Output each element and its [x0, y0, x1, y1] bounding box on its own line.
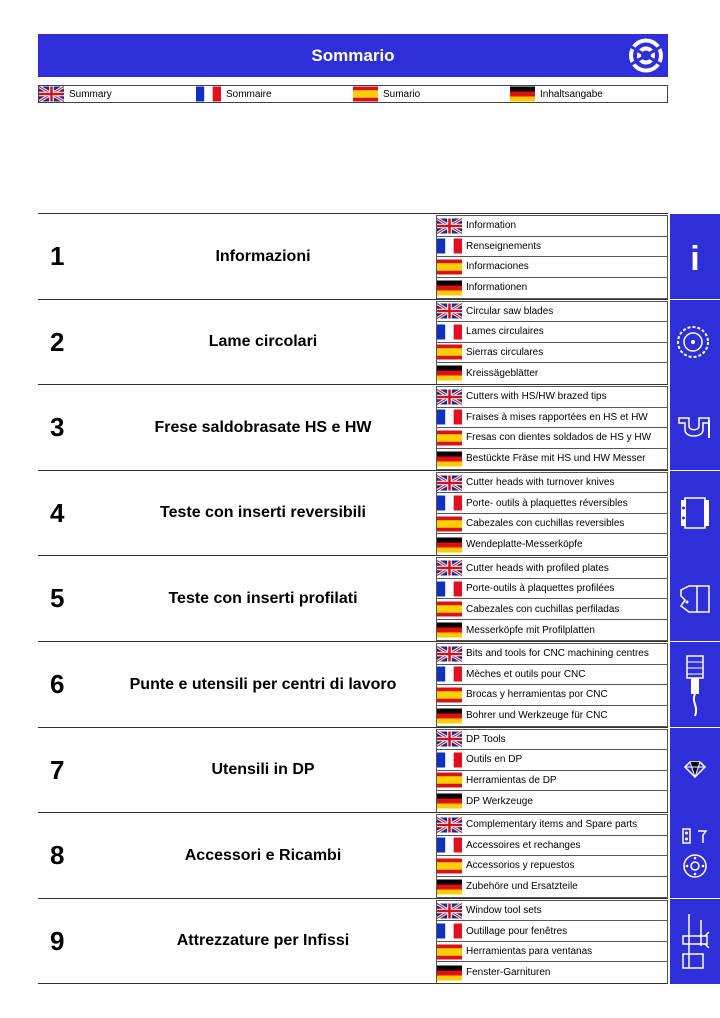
section-item-fr[interactable] [437, 750, 667, 771]
section-item-fr[interactable] [437, 836, 667, 857]
section-item-label: Bestückte Fräse mit HS und HW Messer [466, 453, 646, 465]
side-tab-2[interactable] [670, 300, 720, 385]
section-item-label: Bohrer und Werkzeuge für CNC [466, 710, 608, 722]
section-item-label: DP Tools [466, 733, 506, 745]
section-item-de[interactable] [437, 449, 667, 470]
section-2 [38, 299, 668, 385]
uk-flag-icon [437, 730, 462, 748]
page-title: Sommario [311, 45, 395, 65]
section-item-label: Informaciones [466, 261, 529, 273]
section-title[interactable]: Punte e utensili per centri di lavoro [129, 675, 397, 693]
section-item-label: Herramientas para ventanas [466, 946, 593, 958]
es-flag-icon [437, 343, 462, 361]
de-flag-icon [437, 536, 462, 554]
lang-label: Summary [69, 88, 112, 100]
side-tab-1[interactable] [670, 214, 720, 299]
section-8 [38, 812, 668, 898]
section-item-label: Outillage pour fenêtres [466, 925, 568, 937]
section-item-label: Messerköpfe mit Profilplatten [466, 624, 595, 636]
lang-label: Sumario [383, 88, 421, 100]
section-item-label: Porte- outils à plaquettes réversibles [466, 497, 628, 509]
fr-flag-icon [437, 408, 462, 426]
section-item-de[interactable] [437, 791, 667, 812]
de-flag-icon [437, 792, 462, 810]
section-number: 9 [50, 925, 65, 956]
fr-flag-icon [437, 751, 462, 769]
section-item-label: Window tool sets [466, 905, 542, 917]
es-flag-icon [437, 943, 462, 961]
section-item-label: Lames circulaires [466, 326, 544, 338]
section-number: 1 [50, 241, 65, 271]
fr-flag-icon [437, 922, 462, 940]
section-item-de[interactable] [437, 962, 667, 983]
section-item-es[interactable] [437, 771, 667, 792]
section-number: 8 [50, 840, 65, 871]
section-item-es[interactable] [437, 856, 667, 877]
lang-summary-fr [196, 86, 353, 102]
de-flag-icon [437, 707, 462, 725]
reversible-head-icon [675, 478, 715, 548]
cnc-bit-icon [675, 650, 715, 720]
section-item-es[interactable] [437, 942, 667, 963]
profiled-head-icon [675, 564, 715, 634]
section-item-fr[interactable] [437, 408, 667, 429]
svg-text:i: i [690, 239, 700, 278]
section-item-label: Porte-outils à plaquettes profilées [466, 583, 615, 595]
de-flag-icon [437, 364, 462, 382]
section-item-label: Sierras circulares [466, 346, 544, 358]
es-flag-icon [437, 515, 462, 533]
section-item-label: Fenster-Garnituren [466, 967, 551, 979]
section-title[interactable]: Accessori e Ricambi [184, 846, 342, 864]
es-flag-icon [437, 686, 462, 704]
side-tab-7[interactable] [670, 728, 720, 813]
section-item-label: Outils en DP [466, 754, 523, 766]
section-7 [38, 727, 668, 813]
de-flag-icon [437, 964, 462, 982]
es-flag-icon [437, 258, 462, 276]
window-tools-icon [675, 906, 715, 976]
accessories-icon [675, 821, 715, 891]
section-item-label: Herramientas de DP [466, 774, 557, 786]
section-item-label: Complementary items and Spare parts [466, 819, 638, 831]
section-item-label: Zubehöre und Ersatzteile [466, 881, 578, 893]
section-item-label: Cutters with HS/HW brazed tips [466, 391, 607, 403]
section-translations [436, 900, 668, 984]
uk-flag-icon [437, 816, 462, 834]
side-tab-8[interactable] [670, 813, 720, 898]
language-bar [38, 85, 668, 103]
section-5 [38, 555, 668, 641]
section-item-es[interactable] [437, 257, 667, 278]
section-item-label: Brocas y herramientas por CNC [466, 689, 608, 701]
section-item-label: Accessorios y repuestos [466, 860, 575, 872]
page-header [38, 34, 668, 77]
side-tab-5[interactable] [670, 556, 720, 641]
uk-flag-icon [39, 86, 64, 102]
section-item-fr[interactable] [437, 665, 667, 686]
uk-flag-icon [437, 902, 462, 920]
section-item-fr[interactable] [437, 322, 667, 343]
section-item-de[interactable] [437, 534, 667, 555]
fr-flag-icon [196, 86, 221, 102]
section-item-uk[interactable] [437, 644, 667, 665]
section-item-es[interactable] [437, 514, 667, 535]
section-item-label: Accessoires et rechanges [466, 839, 581, 851]
section-item-uk[interactable] [437, 387, 667, 408]
section-item-es[interactable] [437, 428, 667, 449]
es-flag-icon [353, 86, 378, 102]
fr-flag-icon [437, 665, 462, 683]
section-item-label: Cabezales con cuchillas reversibles [466, 518, 625, 530]
info-icon [675, 222, 715, 292]
brazed-cutter-icon [675, 393, 715, 463]
section-item-uk[interactable] [437, 216, 667, 237]
section-item-label: DP Werkzeuge [466, 795, 533, 807]
section-item-label: Information [466, 220, 517, 232]
section-item-label: Cutter heads with profiled plates [466, 562, 609, 574]
section-translations [436, 643, 668, 727]
lang-label: Inhaltsangabe [540, 88, 603, 100]
diamond-icon [675, 735, 715, 805]
section-1 [38, 213, 668, 299]
section-translations [436, 729, 668, 813]
section-item-label: Kreissägeblätter [466, 367, 539, 379]
lang-label: Sommaire [226, 88, 272, 100]
lang-summary-en [39, 86, 196, 102]
section-item-label: Renseignements [466, 240, 542, 252]
de-flag-icon [437, 621, 462, 639]
uk-flag-icon [437, 645, 462, 663]
section-6 [38, 641, 668, 727]
section-translations [436, 557, 668, 641]
side-tab-3[interactable] [670, 385, 720, 470]
uk-flag-icon [437, 474, 462, 492]
section-item-uk[interactable] [437, 901, 667, 922]
fr-flag-icon [437, 237, 462, 255]
side-tab-6[interactable] [670, 642, 720, 727]
section-item-de[interactable] [437, 620, 667, 641]
section-item-label: Wendeplatte-Messerköpfe [466, 539, 583, 551]
section-translations [436, 301, 668, 385]
section-item-uk[interactable] [437, 815, 667, 836]
section-number: 5 [50, 583, 65, 614]
section-item-de[interactable] [437, 706, 667, 727]
section-item-fr[interactable] [437, 493, 667, 514]
section-number: 6 [50, 669, 65, 699]
section-item-de[interactable] [437, 363, 667, 384]
company-logo-icon [624, 34, 668, 77]
section-item-uk[interactable] [437, 302, 667, 323]
section-translations [436, 215, 668, 299]
section-item-uk[interactable] [437, 558, 667, 579]
section-translations [436, 386, 668, 470]
de-flag-icon [437, 279, 462, 297]
section-number: 3 [50, 412, 65, 443]
es-flag-icon [437, 857, 462, 875]
uk-flag-icon [437, 217, 462, 235]
de-flag-icon [437, 450, 462, 468]
divider [38, 983, 668, 984]
section-9 [38, 898, 668, 984]
fr-flag-icon [437, 836, 462, 854]
section-title[interactable]: Attrezzature per Infissi [176, 932, 350, 950]
section-item-fr[interactable] [437, 921, 667, 942]
section-item-label: Circular saw blades [466, 305, 554, 317]
section-item-label: Cabezales con cuchillas perfiladas [466, 603, 620, 615]
saw-blade-icon [675, 307, 715, 377]
section-item-label: Informationen [466, 282, 528, 294]
lang-summary-de [510, 86, 667, 102]
section-translations [436, 814, 668, 898]
section-title[interactable]: Lame circolari [208, 333, 318, 351]
es-flag-icon [437, 600, 462, 618]
side-tab-9[interactable] [670, 899, 720, 984]
section-item-de[interactable] [437, 877, 667, 898]
section-title[interactable]: Teste con inserti reversibili [159, 504, 366, 522]
section-item-label: Cutter heads with turnover knives [466, 477, 615, 489]
section-translations [436, 472, 668, 556]
de-flag-icon [437, 878, 462, 896]
section-item-es[interactable] [437, 599, 667, 620]
section-title[interactable]: Teste con inserti profilati [168, 589, 358, 607]
fr-flag-icon [437, 323, 462, 341]
section-3 [38, 384, 668, 470]
section-4 [38, 470, 668, 556]
uk-flag-icon [437, 388, 462, 406]
section-number: 7 [50, 754, 65, 785]
section-item-label: Mèches et outils pour CNC [466, 668, 586, 680]
de-flag-icon [510, 86, 535, 102]
fr-flag-icon [437, 580, 462, 598]
section-item-uk[interactable] [437, 473, 667, 494]
side-tab-4[interactable] [670, 471, 720, 556]
uk-flag-icon [437, 559, 462, 577]
section-item-es[interactable] [437, 343, 667, 364]
section-title[interactable]: Utensili in DP [211, 761, 315, 779]
section-title[interactable]: Informazioni [215, 247, 311, 265]
section-item-de[interactable] [437, 278, 667, 299]
section-item-label: Bits and tools for CNC machining centres [466, 648, 649, 660]
lang-summary-es [353, 86, 510, 102]
es-flag-icon [437, 429, 462, 447]
uk-flag-icon [437, 302, 462, 320]
section-number: 4 [50, 497, 65, 528]
section-item-fr[interactable] [437, 579, 667, 600]
section-item-uk[interactable] [437, 730, 667, 751]
fr-flag-icon [437, 494, 462, 512]
section-title[interactable]: Frese saldobrasate HS e HW [154, 418, 372, 436]
es-flag-icon [437, 771, 462, 789]
section-item-label: Fresas con dientes soldados de HS y HW [466, 432, 652, 444]
section-item-es[interactable] [437, 685, 667, 706]
section-item-label: Fraises à mises rapportées en HS et HW [466, 411, 648, 423]
section-number: 2 [50, 326, 65, 357]
section-item-fr[interactable] [437, 237, 667, 258]
